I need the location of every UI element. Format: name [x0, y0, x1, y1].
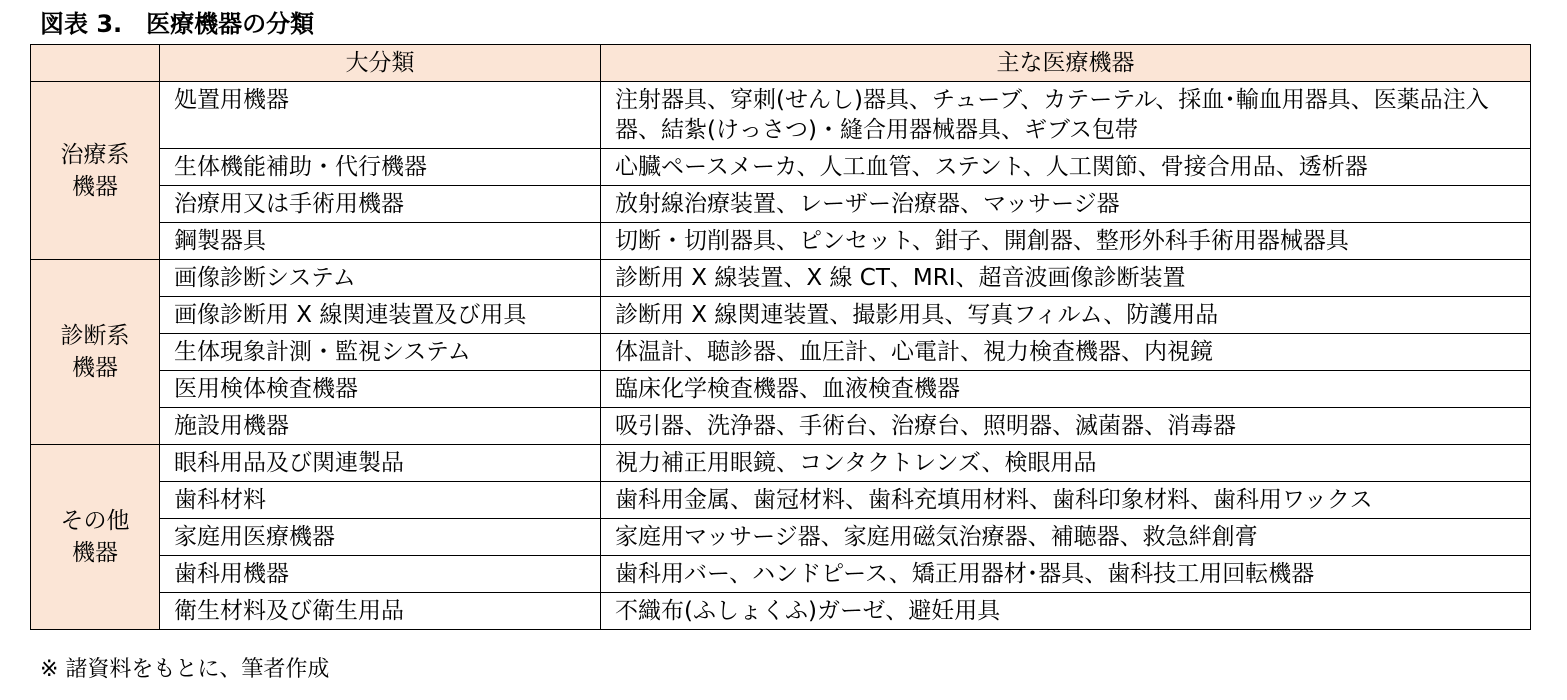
category-cell: 歯科用機器: [160, 556, 601, 593]
category-cell: 医用検体検査機器: [160, 371, 601, 408]
table-row: [31, 297, 1531, 334]
category-cell: 歯科材料: [160, 482, 601, 519]
table-row: [31, 260, 1531, 297]
group-label-treatment: 治療系 機器: [31, 82, 160, 260]
category-cell: 鋼製器具: [160, 223, 601, 260]
table-row: [31, 593, 1531, 630]
table-row: [31, 519, 1531, 556]
table-row: [31, 445, 1531, 482]
header-spacer: [31, 45, 160, 82]
devices-cell: 放射線治療装置、レーザー治療器、マッサージ器: [601, 186, 1531, 223]
table-row: [31, 556, 1531, 593]
devices-cell: 診断用 X 線関連装置、撮影用具、写真フィルム、防護用品: [601, 297, 1531, 334]
header-category: 大分類: [160, 45, 601, 82]
devices-cell: 視力補正用眼鏡、コンタクトレンズ、検眼用品: [601, 445, 1531, 482]
devices-cell: 歯科用バー、ハンドピース、矯正用器材･器具、歯科技工用回転機器: [601, 556, 1531, 593]
figure-title: 図表 3. 医療機器の分類: [40, 10, 315, 38]
table-row: [31, 82, 1531, 149]
devices-cell: 臨床化学検査機器、血液検査機器: [601, 371, 1531, 408]
group-label-other: その他 機器: [31, 445, 160, 630]
devices-cell: 不織布(ふしょくふ)ガーゼ、避妊用具: [601, 593, 1531, 630]
devices-cell: 診断用 X 線装置、X 線 CT、MRI、超音波画像診断装置: [601, 260, 1531, 297]
table-row: [31, 223, 1531, 260]
category-cell: 生体機能補助・代行機器: [160, 149, 601, 186]
category-cell: 家庭用医療機器: [160, 519, 601, 556]
devices-cell: 切断・切削器具、ピンセット、鉗子、開創器、整形外科手術用器械器具: [601, 223, 1531, 260]
devices-cell: 注射器具、穿刺(せんし)器具、チューブ、カテーテル、採血･輸血用器具、医薬品注入器、結紮(けっさつ)・縫合用器械器具、ギブス包帯: [601, 82, 1531, 149]
table-header-row: [31, 45, 1531, 82]
category-cell: 眼科用品及び関連製品: [160, 445, 601, 482]
devices-cell: 吸引器、洗浄器、手術台、治療台、照明器、滅菌器、消毒器: [601, 408, 1531, 445]
table-row: [31, 408, 1531, 445]
category-cell: 画像診断システム: [160, 260, 601, 297]
group-label-diagnosis: 診断系 機器: [31, 260, 160, 445]
devices-cell: 体温計、聴診器、血圧計、心電計、視力検査機器、内視鏡: [601, 334, 1531, 371]
table-row: [31, 334, 1531, 371]
category-cell: 処置用機器: [160, 82, 601, 149]
devices-cell: 家庭用マッサージ器、家庭用磁気治療器、補聴器、救急絆創膏: [601, 519, 1531, 556]
header-devices: 主な医療機器: [601, 45, 1531, 82]
device-classification-table: [30, 44, 1531, 630]
source-note: ※ 諸資料をもとに、筆者作成: [40, 657, 330, 682]
devices-cell: 心臓ペースメーカ、人工血管、ステント、人工関節、骨接合用品、透析器: [601, 149, 1531, 186]
table-row: [31, 482, 1531, 519]
table-row: [31, 371, 1531, 408]
category-cell: 治療用又は手術用機器: [160, 186, 601, 223]
devices-cell: 歯科用金属、歯冠材料、歯科充填用材料、歯科印象材料、歯科用ワックス: [601, 482, 1531, 519]
category-cell: 生体現象計測・監視システム: [160, 334, 601, 371]
table-row: [31, 186, 1531, 223]
category-cell: 施設用機器: [160, 408, 601, 445]
category-cell: 画像診断用 X 線関連装置及び用具: [160, 297, 601, 334]
category-cell: 衛生材料及び衛生用品: [160, 593, 601, 630]
table-row: [31, 149, 1531, 186]
